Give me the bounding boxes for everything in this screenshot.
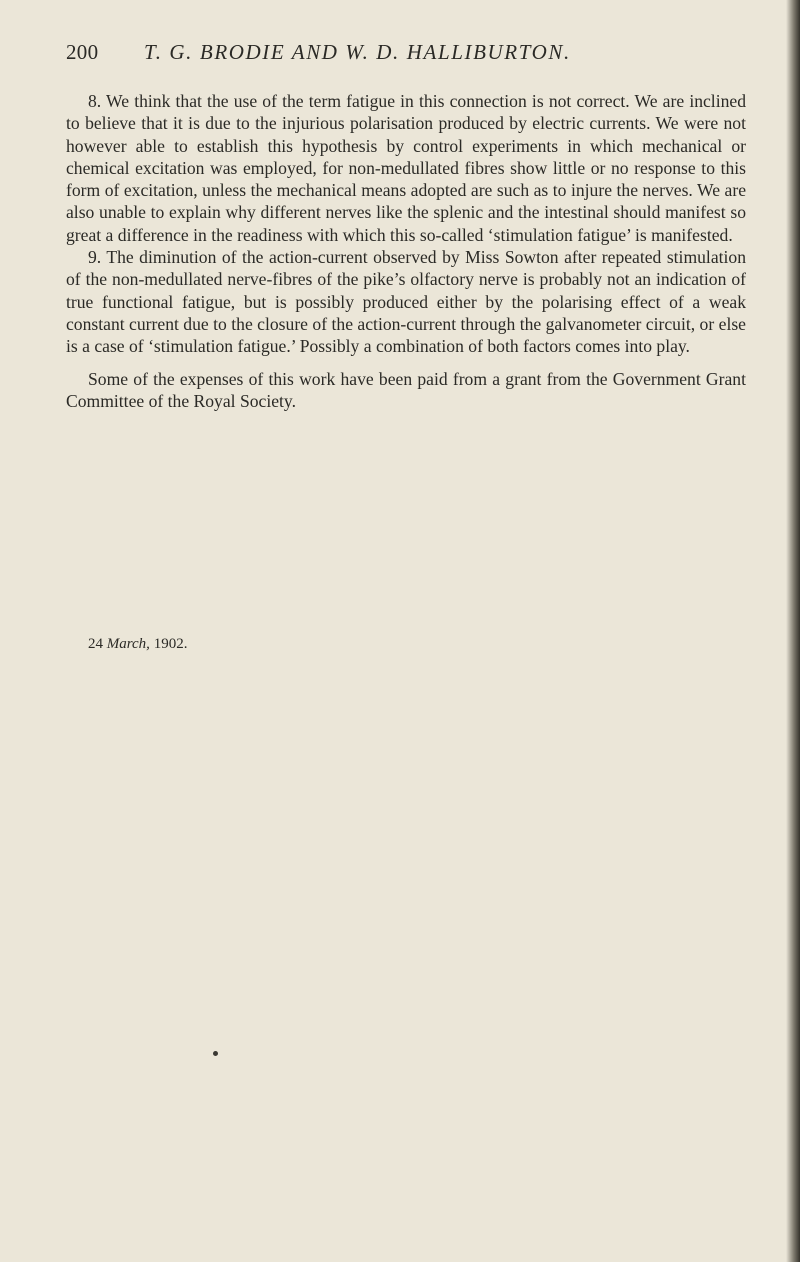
page-edge-shadow (786, 0, 800, 1262)
date-day: 24 (88, 636, 103, 652)
date-year: 1902. (153, 636, 188, 652)
acknowledgement-paragraph: Some of the expenses of this work have been paid from a grant from the Government Grant Committee of the Royal Society. (66, 368, 746, 411)
ink-speck (213, 1051, 218, 1056)
paragraph-8: 8. We think that the use of the term fatigue in this connection is not correct. We are inclined to believe that it is due to the injurious polarisation produced by electric currents. We were not however able to establish this hypothesis by control experiments in which mechanical or chemical excitation was employed, for non-medullated fibres show little or no response to this form of excitation, unless the mechanical means adopted are such as to injure the nerves. We are also unable to explain why different nerves like the splenic and the intestinal should manifest so great a difference in the readiness with which this so-called ‘stimulation fatigue’ is manifested. (66, 91, 746, 245)
running-head (66, 40, 746, 70)
date-line (88, 636, 187, 653)
running-head-title: T. G. BRODIE AND W. D. HALLIBURTON. (144, 40, 571, 64)
page-number: 200 (66, 40, 99, 64)
body-text (66, 90, 746, 412)
date-month: March, (106, 636, 150, 652)
paragraph-9: 9. The diminution of the action-current observed by Miss Sowton after repeated stimulation of the non-medullated nerve-fibres of the pike’s olfactory nerve is probably not an indication of true functional fatigue, but is possibly produced either by the polarising effect of a weak constant current due to the closure of the action-current through the galvanometer circuit, or else is a case of ‘stimulation fatigue.’ Possibly a combination of both factors comes into play. (66, 247, 746, 357)
